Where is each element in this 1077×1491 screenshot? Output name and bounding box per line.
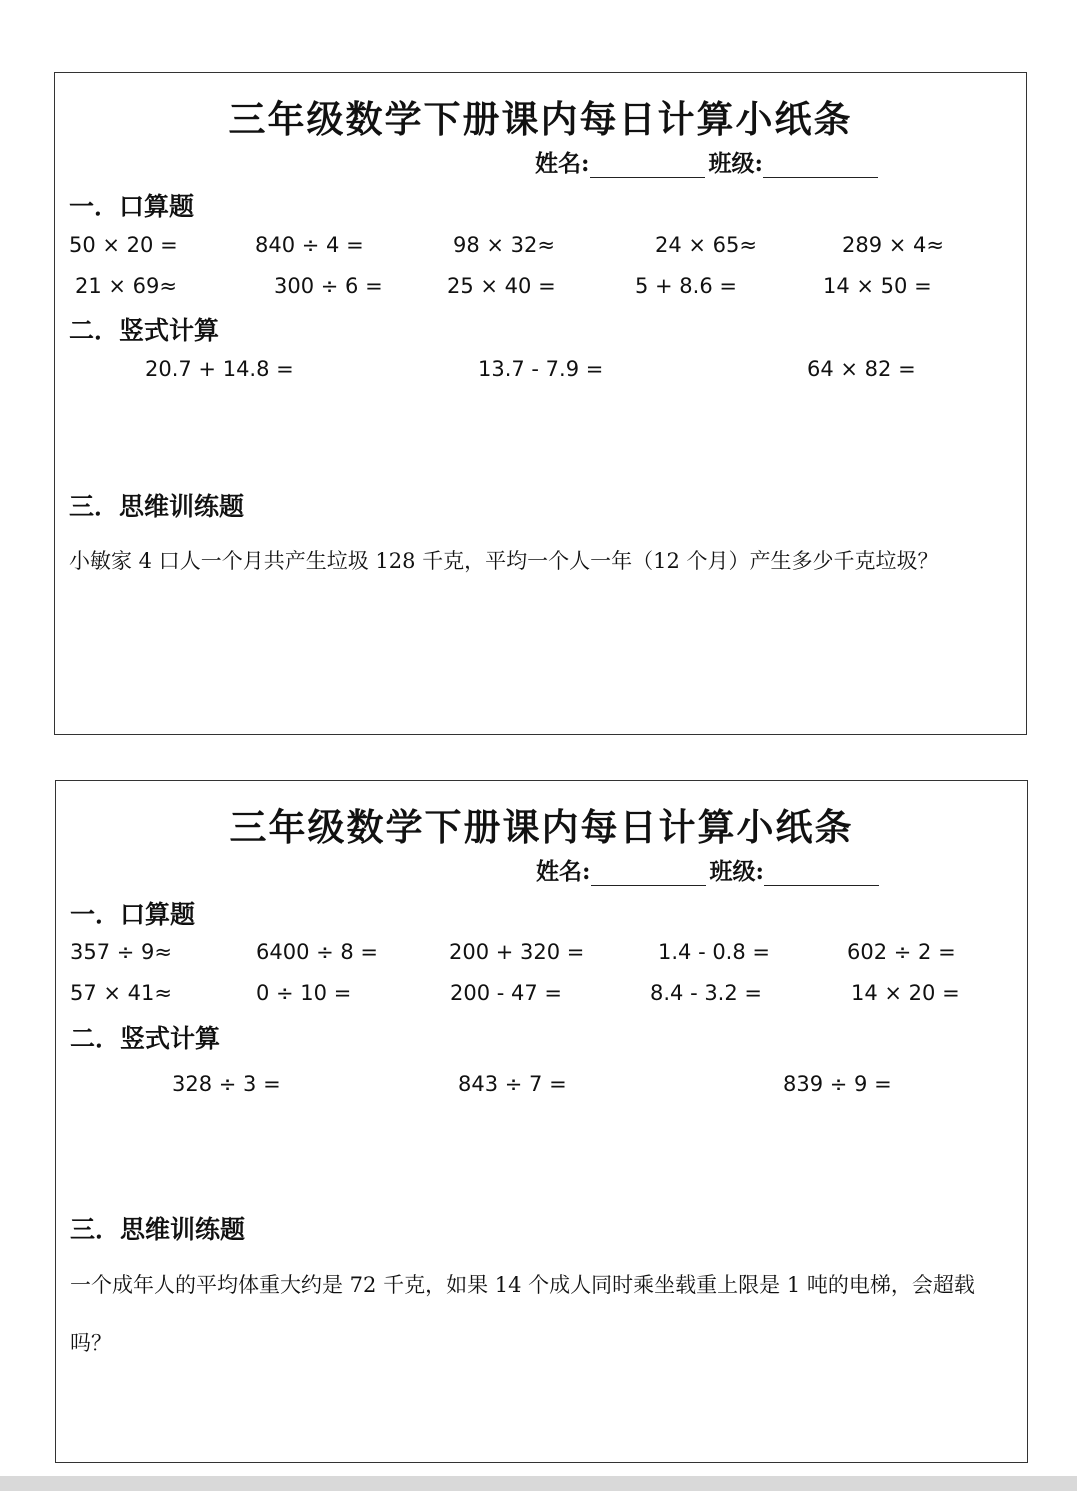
oral-question: 14 × 50 =: [823, 274, 932, 298]
bottom-scroll-strip: [0, 1476, 1077, 1491]
class-label: 班级:: [709, 858, 764, 885]
oral-question: 0 ÷ 10 =: [256, 981, 352, 1005]
oral-question: 289 × 4≈: [842, 233, 944, 257]
word-problem: 一个成年人的平均体重大约是 72 千克，如果 14 个成人同时乘坐载重上限是 1 吨的电梯，会超载吗？: [70, 1273, 975, 1355]
worksheet-title: 三年级数学下册课内每日计算小纸条: [228, 97, 853, 141]
oral-question: 200 - 47 =: [450, 981, 563, 1005]
vertical-question: 13.7 - 7.9 =: [478, 357, 604, 381]
section-thinking: 三．思维训练题: [69, 492, 245, 521]
oral-question: 50 × 20 =: [69, 233, 178, 257]
oral-question: 25 × 40 =: [447, 274, 556, 298]
class-blank[interactable]: [764, 861, 879, 886]
oral-question: 21 × 69≈: [75, 274, 177, 298]
oral-question: 840 ÷ 4 =: [255, 233, 364, 257]
worksheet-2: [55, 780, 1028, 1463]
section-thinking: 三．思维训练题: [70, 1215, 246, 1244]
vertical-question: 328 ÷ 3 =: [172, 1072, 281, 1096]
worksheet-1: [54, 72, 1027, 735]
class-label: 班级:: [708, 150, 763, 177]
oral-question: 602 ÷ 2 =: [847, 940, 956, 964]
oral-question: 300 ÷ 6 =: [274, 274, 383, 298]
vertical-question: 64 × 82 =: [807, 357, 916, 381]
section-oral: 一．口算题: [69, 192, 195, 221]
oral-question: 24 × 65≈: [655, 233, 757, 257]
oral-question: 8.4 - 3.2 =: [650, 981, 762, 1005]
oral-question: 98 × 32≈: [453, 233, 555, 257]
section-oral: 一．口算题: [70, 900, 196, 929]
vertical-question: 843 ÷ 7 =: [458, 1072, 567, 1096]
oral-question: 6400 ÷ 8 =: [256, 940, 379, 964]
name-label: 姓名:: [536, 858, 591, 885]
name-label: 姓名:: [535, 150, 590, 177]
name-blank[interactable]: [590, 153, 705, 178]
name-blank[interactable]: [591, 861, 706, 886]
oral-question: 200 + 320 =: [449, 940, 585, 964]
oral-question: 14 × 20 =: [851, 981, 960, 1005]
oral-question: 57 × 41≈: [70, 981, 172, 1005]
word-problem: 小敏家 4 口人一个月共产生垃圾 128 千克，平均一个人一年（12 个月）产生多少千克垃圾？: [69, 549, 939, 573]
vertical-question: 839 ÷ 9 =: [783, 1072, 892, 1096]
oral-question: 1.4 - 0.8 =: [658, 940, 770, 964]
vertical-question: 20.7 + 14.8 =: [145, 357, 294, 381]
oral-question: 5 + 8.6 =: [635, 274, 737, 298]
name-class-row: [536, 853, 883, 886]
oral-question: 357 ÷ 9≈: [70, 940, 172, 964]
class-blank[interactable]: [763, 153, 878, 178]
section-vertical: 二．竖式计算: [70, 1024, 221, 1053]
name-class-row: [535, 145, 882, 178]
worksheet-title: 三年级数学下册课内每日计算小纸条: [229, 805, 854, 849]
section-vertical: 二．竖式计算: [69, 316, 220, 345]
